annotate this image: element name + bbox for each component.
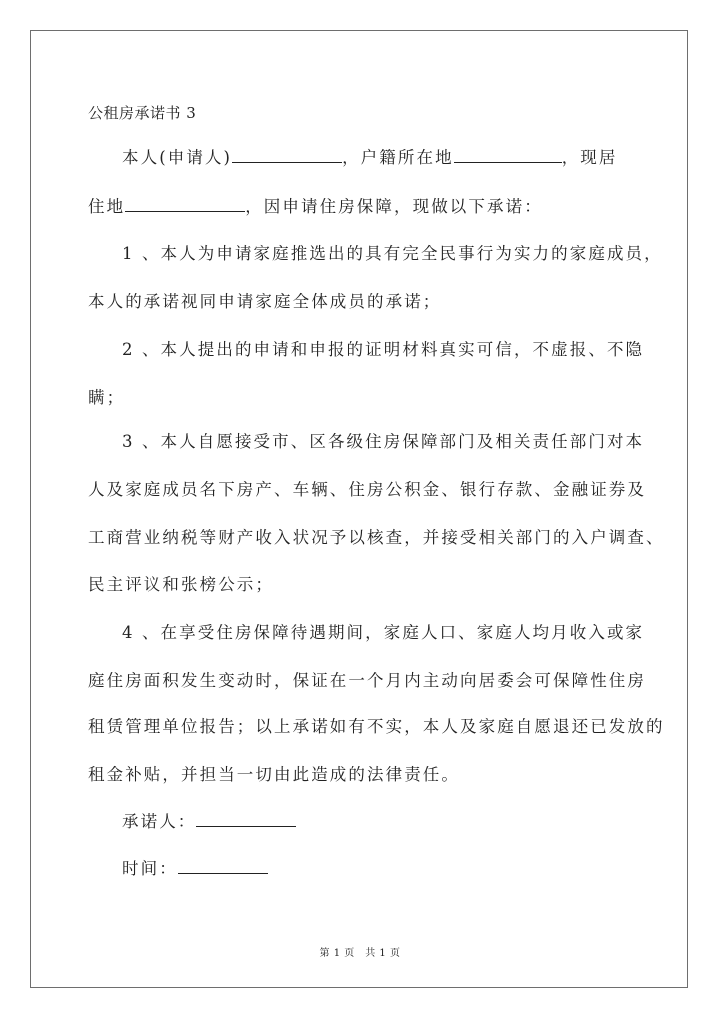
signature-line [122,811,677,833]
page-number: 第 1 页 共 1 页 [319,948,401,959]
item3-line-2: 人及家庭成员名下房产、车辆、住房公积金、银行存款、金融证券及 [88,480,646,499]
date-label: 时间： [122,859,178,878]
date-blank[interactable] [178,859,268,874]
item3-line-1: 3 、本人自愿接受市、区各级住房保障部门及相关责任部门对本 [122,432,645,451]
signature-blank[interactable] [196,812,296,827]
household-location-blank[interactable] [454,148,562,163]
applicant-label: 本人(申请人) [122,148,233,167]
residence-label-cont: 住地 [88,197,126,216]
residence-label: ，现居 [561,148,618,167]
signature-label: 承诺人： [122,812,197,831]
declaration-line-1 [122,147,677,169]
item4-line-3: 租赁管理单位报告；以上承诺如有不实，本人及家庭自愿退还已发放的 [88,717,665,736]
applicant-name-blank[interactable] [232,148,342,163]
document-title: 公租房承诺书 3 [88,104,197,122]
item3-line-4: 民主评议和张榜公示； [88,575,274,594]
item1-line-2: 本人的承诺视同申请家庭全体成员的承诺； [88,292,442,311]
household-label: ，户籍所在地 [342,148,454,167]
declaration-intro: ，因申请住房保障，现做以下承诺： [245,197,543,216]
date-line [122,858,677,880]
item1-line-1: 1 、本人为申请家庭推选出的具有完全民事行为实力的家庭成员， [122,244,663,263]
item4-line-1: 4 、在享受住房保障待遇期间，家庭人口、家庭人均月收入或家 [122,623,645,642]
declaration-line-2 [88,196,643,218]
residence-address-blank[interactable] [125,197,245,212]
item2-line-2: 瞒； [88,388,126,407]
item4-line-4: 租金补贴，并担当一切由此造成的法律责任。 [88,765,460,784]
item2-line-1: 2 、本人提出的申请和申报的证明材料真实可信，不虚报、不隐 [122,340,645,359]
page-border [30,30,688,988]
item4-line-2: 庭住房面积发生变动时，保证在一个月内主动向居委会可保障性住房 [88,671,646,690]
item3-line-3: 工商营业纳税等财产收入状况予以核查，并接受相关部门的入户调查、 [88,528,665,547]
